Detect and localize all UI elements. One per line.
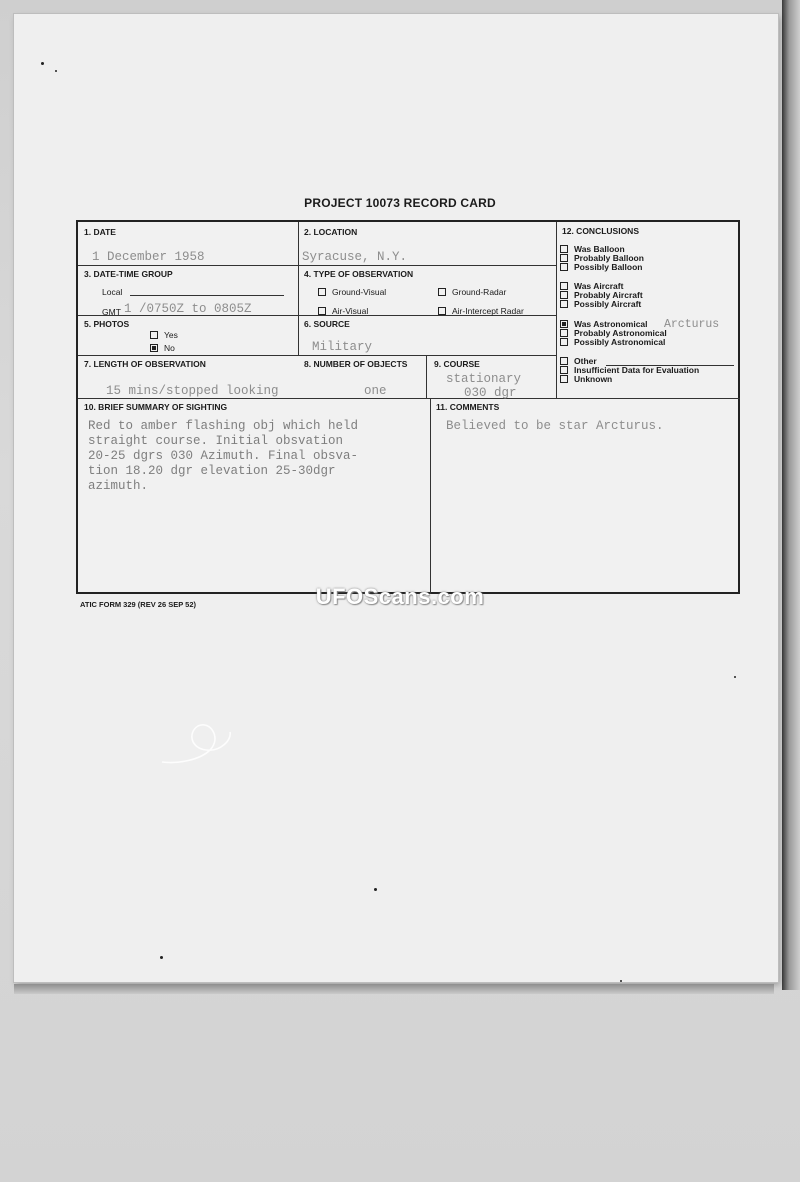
dust-speck xyxy=(734,676,736,678)
photos-yes-option: Yes xyxy=(150,330,178,340)
air-intercept-option: Air-Intercept Radar xyxy=(438,306,524,316)
watermark: UFOScans.com xyxy=(315,584,485,609)
comments-text: Believed to be star Arcturus. xyxy=(446,419,664,433)
stain-mark xyxy=(150,710,250,780)
dust-speck xyxy=(160,956,163,959)
checkbox xyxy=(318,288,326,296)
divider xyxy=(426,355,427,398)
divider xyxy=(78,265,556,266)
location-value: Syracuse, N.Y. xyxy=(302,250,408,264)
divider xyxy=(298,222,299,355)
dtg-local-label: Local xyxy=(102,287,123,297)
ground-radar-option: Ground-Radar xyxy=(438,287,506,297)
conclusion-text: Possibly Balloon xyxy=(574,262,643,272)
divider xyxy=(430,398,431,594)
checkbox xyxy=(560,254,568,262)
checkbox xyxy=(560,282,568,290)
checkbox xyxy=(560,291,568,299)
checkbox xyxy=(560,329,568,337)
checkbox xyxy=(150,331,158,339)
page-edge-shadow xyxy=(782,0,800,990)
comments-label: 11. COMMENTS xyxy=(436,402,500,412)
summary-label: 10. BRIEF SUMMARY OF SIGHTING xyxy=(84,402,228,412)
divider xyxy=(78,355,556,356)
checkbox xyxy=(318,307,326,315)
length-label: 7. LENGTH OF OBSERVATION xyxy=(84,359,206,369)
conclusion-text: Insufficient Data for Evaluation xyxy=(574,365,700,375)
photos-no-option: No xyxy=(150,343,175,353)
dtg-gmt-value: 1 /0750Z to 0805Z xyxy=(124,302,252,316)
photos-label: 5. PHOTOS xyxy=(84,319,130,329)
course-value-2: 030 dgr xyxy=(464,386,517,400)
conclusion-item xyxy=(560,299,641,309)
card-title: PROJECT 10073 RECORD CARD xyxy=(304,196,496,210)
course-label: 9. COURSE xyxy=(434,359,480,369)
conclusion-text: Other xyxy=(574,356,597,366)
length-value: 15 mins/stopped looking xyxy=(106,384,279,398)
divider xyxy=(78,398,740,399)
conclusions-label: 12. CONCLUSIONS xyxy=(562,226,639,236)
summary-text: Red to amber flashing obj which held straight course. Initial obsvation 20-25 dgrs 030 Azimuth. Final obsva- tion 18.20 dgr elevation 25-30dgr azimuth. xyxy=(88,419,359,493)
course-value-1: stationary xyxy=(446,372,522,386)
checkbox xyxy=(560,338,568,346)
checkbox xyxy=(560,263,568,271)
conclusion-item xyxy=(560,262,643,272)
conclusion-text: Unknown xyxy=(574,374,613,384)
conclusion-text: Probably Aircraft xyxy=(574,290,643,300)
record-card xyxy=(76,220,740,594)
source-value: Military xyxy=(312,340,373,354)
divider xyxy=(556,222,557,398)
dtg-gmt-label: GMT xyxy=(102,307,121,317)
checkbox xyxy=(560,366,568,374)
location-label: 2. LOCATION xyxy=(304,227,358,237)
conclusion-item xyxy=(560,374,612,384)
type-obs-label: 4. TYPE OF OBSERVATION xyxy=(304,269,414,279)
ground-visual-option: Ground-Visual xyxy=(318,287,386,297)
air-visual-option: Air-Visual xyxy=(318,306,368,316)
dtg-label: 3. DATE-TIME GROUP xyxy=(84,269,173,279)
form-id: ATIC FORM 329 (REV 26 SEP 52) xyxy=(80,600,197,609)
conclusion-text: Was Balloon xyxy=(574,244,625,254)
num-objects-label: 8. NUMBER OF OBJECTS xyxy=(304,359,408,369)
conclusion-text: Was Astronomical xyxy=(574,319,648,329)
source-label: 6. SOURCE xyxy=(304,319,350,329)
checkbox xyxy=(560,245,568,253)
other-line xyxy=(606,365,734,366)
conclusion-item xyxy=(560,337,665,347)
checkbox xyxy=(438,307,446,315)
checkbox xyxy=(560,357,568,365)
date-value: 1 December 1958 xyxy=(92,250,205,264)
num-objects-value: one xyxy=(364,384,387,398)
conclusion-text: Possibly Astronomical xyxy=(574,337,666,347)
sheet-bottom-edge xyxy=(14,984,774,994)
dtg-local-line xyxy=(130,295,284,296)
dust-speck xyxy=(374,888,377,891)
checkbox xyxy=(560,320,568,328)
dust-speck xyxy=(41,62,44,65)
conclusion-text: Possibly Aircraft xyxy=(574,299,642,309)
conclusion-text: Was Aircraft xyxy=(574,281,624,291)
astronomical-note: Arcturus xyxy=(664,318,720,331)
date-label: 1. DATE xyxy=(84,227,116,237)
checkbox xyxy=(560,300,568,308)
dust-speck xyxy=(620,980,622,982)
checkbox xyxy=(560,375,568,383)
checkbox xyxy=(150,344,158,352)
conclusion-text: Probably Balloon xyxy=(574,253,644,263)
checkbox xyxy=(438,288,446,296)
dust-speck xyxy=(55,70,57,72)
conclusion-text: Probably Astronomical xyxy=(574,328,667,338)
